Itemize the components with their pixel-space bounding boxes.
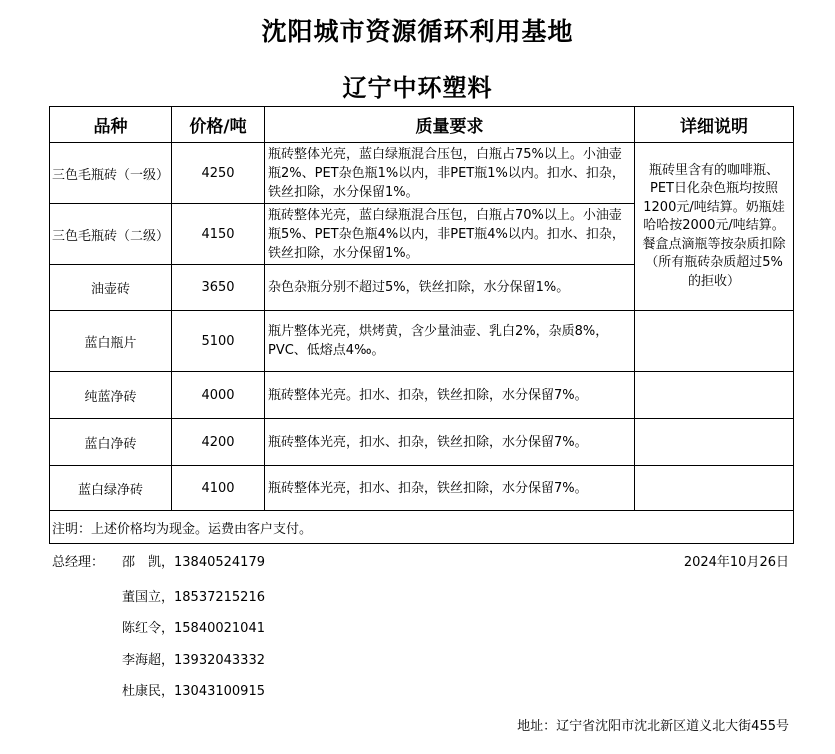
row-name: 蓝白瓶片: [50, 311, 172, 372]
row-name: 纯蓝净砖: [50, 372, 172, 419]
row-price: 4200: [172, 419, 265, 466]
row-quality: 瓶砖整体光亮，蓝白绿瓶混合压包，白瓶占75%以上。小油壶瓶2%、PET杂色瓶1%以内，非PET瓶1%以内。扣水、扣杂，铁丝扣除，水分保留1%。: [265, 143, 635, 204]
detail-empty-cell: [635, 419, 794, 466]
price-table: [49, 106, 794, 544]
header-variety: 品种: [50, 107, 172, 143]
table-row: [50, 143, 794, 204]
row-quality: 瓶片整体光亮，烘烤黄，含少量油壶、乳白2%，杂质8%，PVC、低熔点4‰。: [265, 311, 635, 372]
row-name: 蓝白净砖: [50, 419, 172, 466]
header-price: 价格/吨: [172, 107, 265, 143]
header-detail: 详细说明: [635, 107, 794, 143]
table-row: [50, 419, 794, 466]
row-quality: 瓶砖整体光亮。扣水、扣杂，铁丝扣除，水分保留7%。: [265, 372, 635, 419]
row-quality: 瓶砖整体光亮，蓝白绿瓶混合压包，白瓶占70%以上。小油壶瓶5%、PET杂色瓶4%以内，非PET瓶4%以内。扣水、扣杂，铁丝扣除，水分保留1%。: [265, 204, 635, 265]
table-row: [50, 311, 794, 372]
detail-empty-cell: [635, 372, 794, 419]
detail-empty-cell: [635, 311, 794, 372]
detail-note: 瓶砖里含有的咖啡瓶、PET日化杂色瓶均按照1200元/吨结算。奶瓶娃哈哈按2000元/吨结算。餐盒点滴瓶等按杂质扣除（所有瓶砖杂质超过5%的拒收）: [635, 143, 794, 311]
detail-empty-cell: [635, 466, 794, 511]
contact-item: 陈红令，15840021041: [122, 621, 265, 636]
contact-item: 李海超，13932043332: [122, 653, 265, 668]
row-quality: 瓶砖整体光亮，扣水、扣杂，铁丝扣除，水分保留7%。: [265, 419, 635, 466]
row-price: 4150: [172, 204, 265, 265]
row-price: 3650: [172, 265, 265, 311]
row-price: 4100: [172, 466, 265, 511]
row-name: 油壶砖: [50, 265, 172, 311]
row-quality: 瓶砖整体光亮，扣水、扣杂，铁丝扣除，水分保留7%。: [265, 466, 635, 511]
row-name: 蓝白绿净砖: [50, 466, 172, 511]
payment-note: 注明：上述价格均为现金。运费由客户支付。: [50, 511, 794, 544]
address: 地址：辽宁省沈阳市沈北新区道义北大街455号: [517, 719, 789, 734]
document-date: 2024年10月26日: [683, 555, 789, 570]
table-header-row: [50, 107, 794, 143]
row-name: 三色毛瓶砖（二级）: [50, 204, 172, 265]
row-name: 三色毛瓶砖（一级）: [50, 143, 172, 204]
page-title: 沈阳城市资源循环利用基地: [261, 17, 574, 46]
table-row: [50, 466, 794, 511]
contact-item: 董国立，18537215216: [122, 590, 265, 605]
row-price: 4000: [172, 372, 265, 419]
header-quality: 质量要求: [265, 107, 635, 143]
page-subtitle: 辽宁中环塑料: [342, 74, 493, 102]
contact-item: 杜康民，13043100915: [122, 684, 265, 699]
row-price: 5100: [172, 311, 265, 372]
row-quality: 杂色杂瓶分别不超过5%，铁丝扣除，水分保留1%。: [265, 265, 635, 311]
general-manager-label: 总经理：: [52, 555, 105, 570]
contact-item: 邵 凯，13840524179: [122, 555, 265, 570]
row-price: 4250: [172, 143, 265, 204]
note-row: [50, 511, 794, 544]
table-row: [50, 372, 794, 419]
